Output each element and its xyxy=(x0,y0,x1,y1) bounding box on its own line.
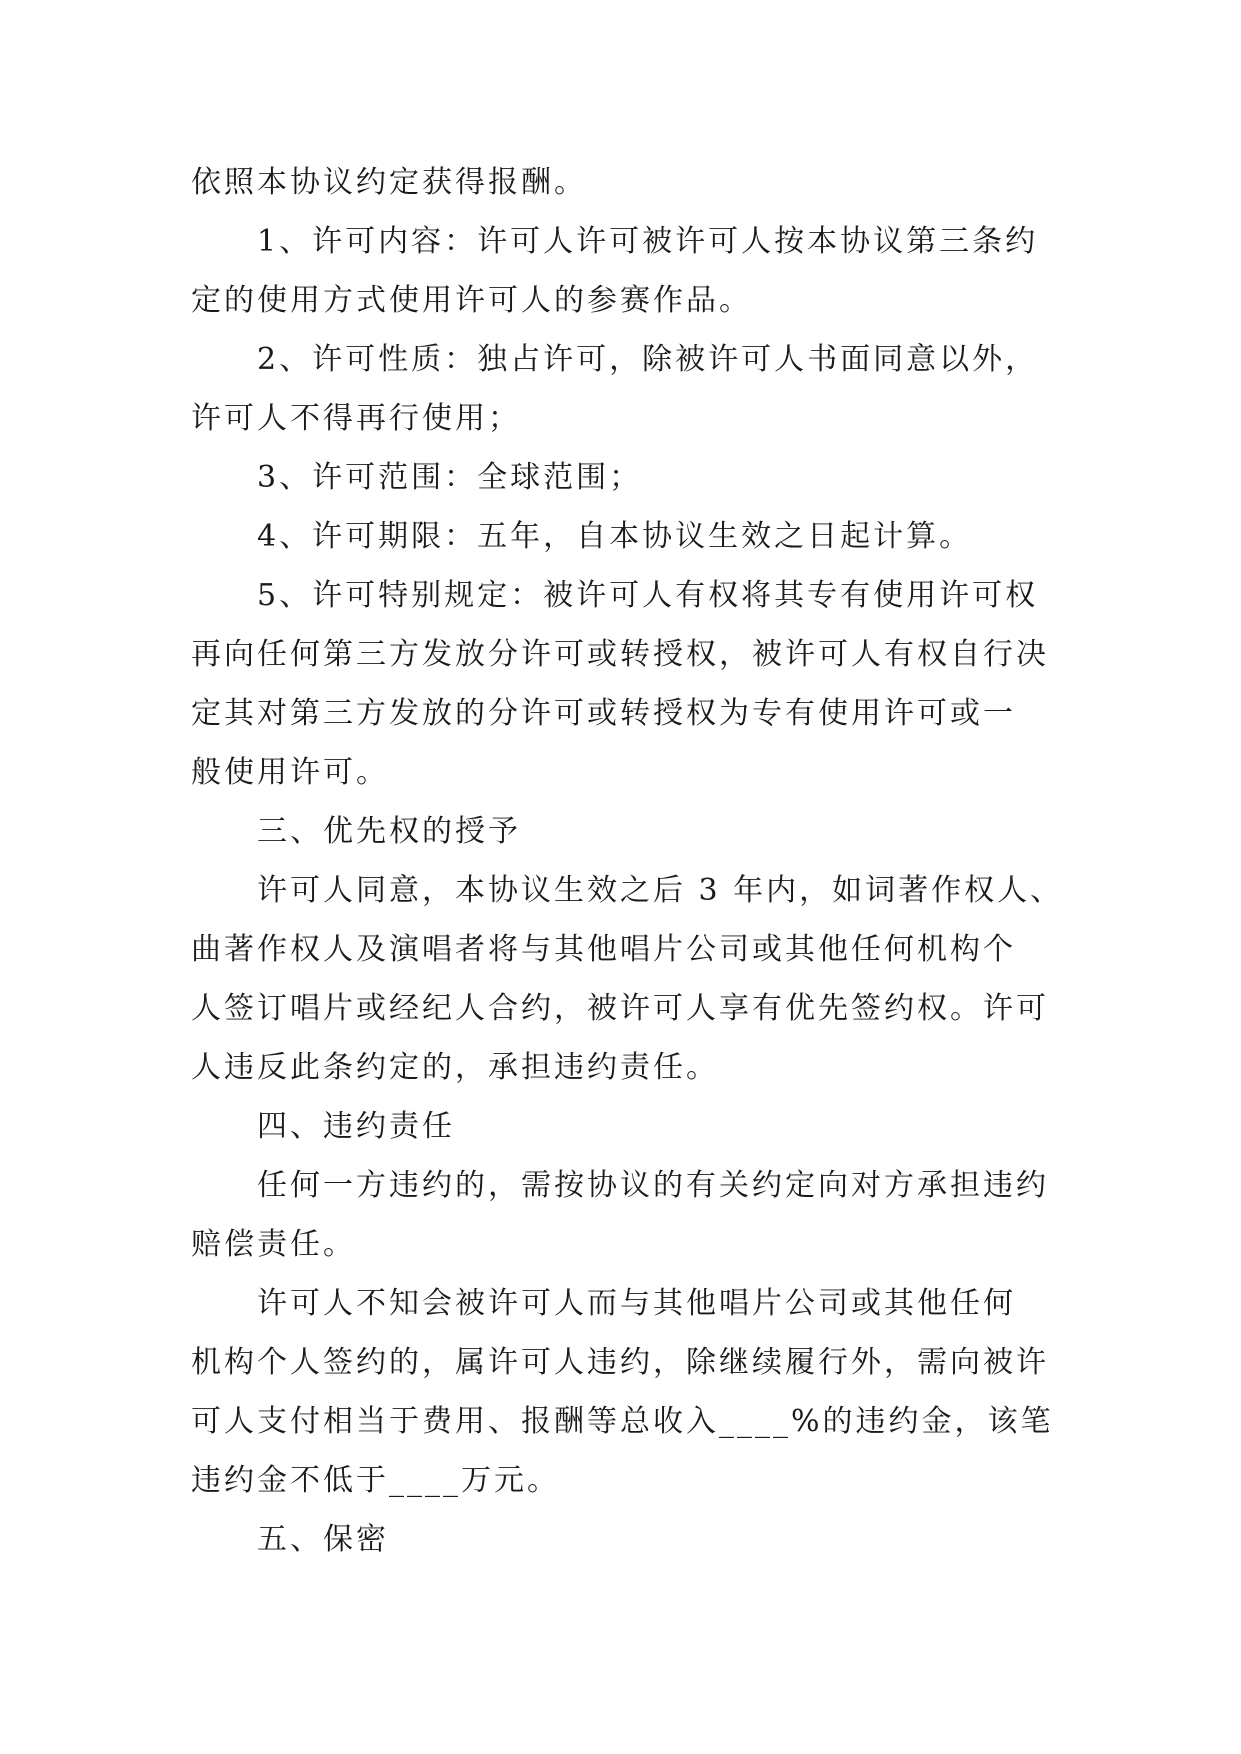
paragraph-line: 5、许可特别规定：被许可人有权将其专有使用许可权 xyxy=(257,578,1039,613)
paragraph-line: 曲著作权人及演唱者将与其他唱片公司或其他任何机构个 xyxy=(191,932,1016,967)
paragraph-line: 定其对第三方发放的分许可或转授权为专有使用许可或一 xyxy=(191,696,1016,731)
paragraph-line: 机构个人签约的，属许可人违约，除继续履行外，需向被许 xyxy=(191,1345,1049,1380)
paragraph-line: 违约金不低于____万元。 xyxy=(191,1463,560,1498)
paragraph-line: 再向任何第三方发放分许可或转授权，被许可人有权自行决 xyxy=(191,637,1049,672)
paragraph-line: 许可人不知会被许可人而与其他唱片公司或其他任何 xyxy=(257,1286,1016,1321)
paragraph-line: 般使用许可。 xyxy=(191,755,389,790)
paragraph-line: 依照本协议约定获得报酬。 xyxy=(191,165,587,200)
section-heading: 四、违约责任 xyxy=(257,1109,455,1144)
paragraph-line: 可人支付相当于费用、报酬等总收入____%的违约金，该笔 xyxy=(191,1404,1054,1439)
paragraph-line: 2、许可性质：独占许可，除被许可人书面同意以外， xyxy=(257,342,1039,377)
paragraph-line: 许可人不得再行使用； xyxy=(191,401,521,436)
paragraph-line: 1、许可内容：许可人许可被许可人按本协议第三条约 xyxy=(257,224,1039,259)
section-heading: 三、优先权的授予 xyxy=(257,814,521,849)
section-heading: 五、保密 xyxy=(257,1522,389,1557)
paragraph-line: 人违反此条约定的，承担违约责任。 xyxy=(191,1050,719,1085)
paragraph-line: 人签订唱片或经纪人合约，被许可人享有优先签约权。许可 xyxy=(191,991,1049,1026)
paragraph-line: 赔偿责任。 xyxy=(191,1227,356,1262)
paragraph-line: 定的使用方式使用许可人的参赛作品。 xyxy=(191,283,752,318)
paragraph-line: 4、许可期限：五年，自本协议生效之日起计算。 xyxy=(257,519,973,554)
paragraph-line: 许可人同意，本协议生效之后 3 年内，如词著作权人、 xyxy=(257,873,1064,908)
paragraph-line: 3、许可范围：全球范围； xyxy=(257,460,643,495)
paragraph-line: 任何一方违约的，需按协议的有关约定向对方承担违约 xyxy=(257,1168,1049,1203)
